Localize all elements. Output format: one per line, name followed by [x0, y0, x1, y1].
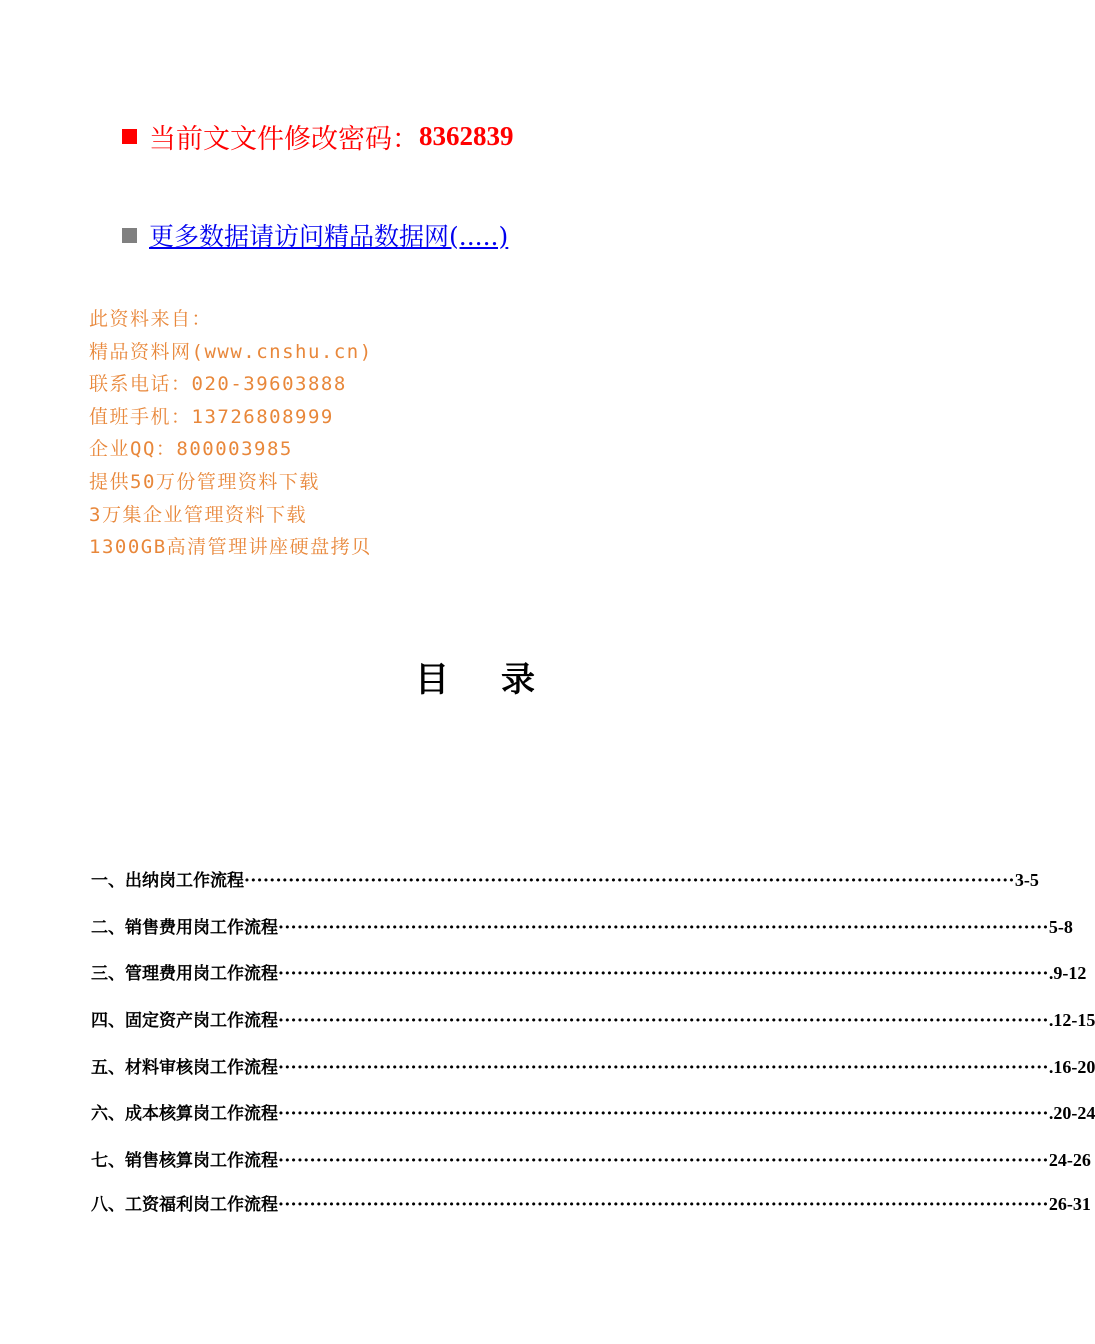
toc-entry-label: 一、出纳岗工作流程 [91, 871, 244, 891]
toc-entry-page: .12-15 [1048, 1010, 1095, 1030]
toc-entry[interactable] [91, 913, 1073, 938]
toc-leader-dots: ·························································································································· [278, 918, 1049, 938]
toc-entry[interactable] [91, 1146, 1091, 1171]
source-line: 值班手机：13726808999 [89, 405, 334, 428]
toc-leader-dots: ·························································································································· [278, 964, 1049, 984]
red-square-bullet-icon [122, 129, 137, 144]
toc-entry[interactable] [91, 1099, 1095, 1124]
toc-leader-dots: ·························································································································· [278, 1011, 1049, 1031]
toc-entry-page: 24-26 [1048, 1150, 1091, 1170]
password-notice [122, 117, 514, 156]
toc-entry-label: 三、管理费用岗工作流程 [91, 964, 278, 984]
toc-entry-page: .16-20 [1048, 1057, 1095, 1077]
more-data-link[interactable]: 更多数据请访问精品数据网(.....) [149, 222, 509, 251]
toc-leader-dots: ·························································································································· [278, 1104, 1049, 1124]
password-label: 当前文文件修改密码： [149, 124, 419, 155]
toc-entry-label: 四、固定资产岗工作流程 [91, 1011, 278, 1031]
source-line: 此资料来自： [89, 308, 213, 330]
source-line: 企业QQ：800003985 [89, 438, 293, 461]
password-value: 8362839 [419, 121, 514, 151]
toc-leader-dots: ·························································································································· [278, 1058, 1049, 1078]
toc-entry-page: .9-12 [1048, 963, 1087, 983]
toc-title-left: 目 [415, 660, 449, 700]
toc-entry[interactable] [91, 959, 1087, 984]
toc-entry[interactable] [91, 1190, 1091, 1215]
toc-entry-label: 七、销售核算岗工作流程 [91, 1151, 278, 1171]
toc-title-right: 录 [501, 660, 535, 700]
source-line: 联系电话：020-39603888 [89, 373, 347, 396]
toc-entry-page: 26-31 [1048, 1194, 1091, 1214]
toc-entry-page: .20-24 [1048, 1103, 1095, 1123]
toc-leader-dots: ·························································································································· [244, 871, 1015, 891]
toc-title [0, 652, 950, 701]
source-line: 精品资料网(www.cnshu.cn) [89, 340, 373, 363]
source-line: 3万集企业管理资料下载 [89, 503, 307, 526]
toc-entry-page: 3-5 [1014, 870, 1039, 890]
toc-leader-dots: ·························································································································· [278, 1195, 1049, 1215]
toc-entry[interactable] [91, 1053, 1095, 1078]
grey-square-bullet-icon [122, 228, 137, 243]
more-data-notice [122, 217, 508, 253]
toc-entry-label: 二、销售费用岗工作流程 [91, 918, 278, 938]
toc-entry[interactable] [91, 1006, 1095, 1031]
toc-entry-page: 5-8 [1048, 917, 1073, 937]
toc-entry[interactable] [91, 866, 1039, 891]
source-line: 提供50万份管理资料下载 [89, 470, 320, 493]
toc-leader-dots: ·························································································································· [278, 1151, 1049, 1171]
toc-entry-label: 六、成本核算岗工作流程 [91, 1104, 278, 1124]
toc-entry-label: 五、材料审核岗工作流程 [91, 1058, 278, 1078]
source-info-block [89, 303, 373, 564]
toc-entry-label: 八、工资福利岗工作流程 [91, 1195, 278, 1215]
source-line: 1300GB高清管理讲座硬盘拷贝 [89, 536, 372, 559]
